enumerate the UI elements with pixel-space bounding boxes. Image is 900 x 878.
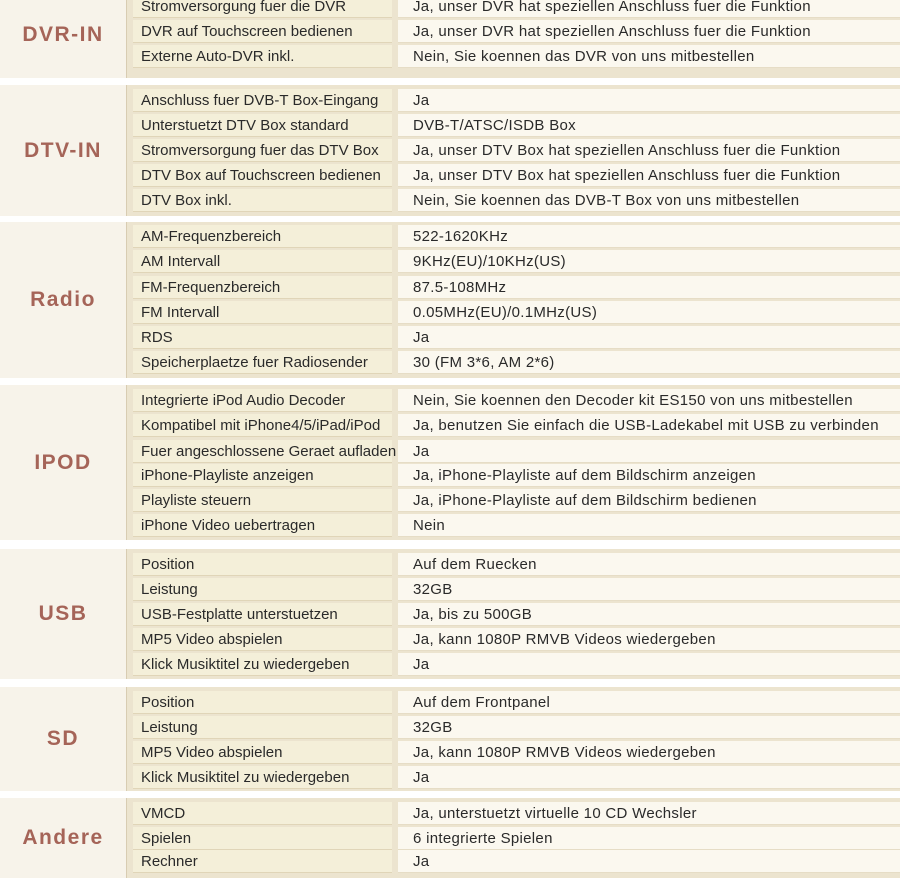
spec-row	[133, 250, 900, 273]
spec-key: MP5 Video abspielen	[133, 628, 392, 651]
section-radio	[0, 222, 900, 378]
spec-row	[133, 850, 900, 873]
spec-key: DVR auf Touchscreen bedienen	[133, 20, 392, 43]
spec-value: Ja, iPhone-Playliste auf dem Bildschirm bedienen	[398, 489, 900, 512]
spec-value: DVB-T/ATSC/ISDB Box	[398, 114, 900, 137]
spec-key: Speicherplaetze fuer Radiosender	[133, 351, 392, 374]
spec-value: 87.5-108MHz	[398, 276, 900, 299]
spec-value: Ja	[398, 653, 900, 676]
spec-row	[133, 440, 900, 463]
spec-value: 6 integrierte Spielen	[398, 827, 900, 850]
spec-value: 30 (FM 3*6, AM 2*6)	[398, 351, 900, 374]
spec-value: 522-1620KHz	[398, 225, 900, 248]
spec-value: Ja, unser DVR hat speziellen Anschluss fuer die Funktion	[398, 20, 900, 43]
spec-row	[133, 114, 900, 137]
spec-key: DTV Box auf Touchscreen bedienen	[133, 164, 392, 187]
spec-key: Rechner	[133, 850, 392, 873]
spec-value: Ja	[398, 766, 900, 789]
spec-row	[133, 276, 900, 299]
spec-key: Unterstuetzt DTV Box standard	[133, 114, 392, 137]
category-label: DTV-IN	[0, 85, 127, 216]
spec-key: Leistung	[133, 578, 392, 601]
spec-key: iPhone-Playliste anzeigen	[133, 464, 392, 487]
spec-key: Position	[133, 553, 392, 576]
section-andere	[0, 798, 900, 878]
spec-key: Kompatibel mit iPhone4/5/iPad/iPod	[133, 414, 392, 437]
spec-row	[133, 414, 900, 437]
spec-row	[133, 89, 900, 112]
spec-row	[133, 351, 900, 374]
spec-row	[133, 716, 900, 739]
spec-row	[133, 225, 900, 248]
spec-key: Stromversorgung fuer die DVR	[133, 0, 392, 18]
spec-row	[133, 578, 900, 601]
section-sd	[0, 687, 900, 791]
spec-key: iPhone Video uebertragen	[133, 514, 392, 537]
spec-key: Klick Musiktitel zu wiedergeben	[133, 653, 392, 676]
spec-key: VMCD	[133, 802, 392, 825]
spec-row	[133, 628, 900, 651]
spec-row	[133, 326, 900, 349]
spec-key: USB-Festplatte unterstuetzen	[133, 603, 392, 626]
spec-row	[133, 45, 900, 68]
spec-row	[133, 514, 900, 537]
spec-value: Ja, kann 1080P RMVB Videos wiedergeben	[398, 628, 900, 651]
spec-key: Integrierte iPod Audio Decoder	[133, 389, 392, 412]
spec-key: DTV Box inkl.	[133, 189, 392, 212]
spec-value: Nein, Sie koennen das DVR von uns mitbestellen	[398, 45, 900, 68]
spec-key: AM-Frequenzbereich	[133, 225, 392, 248]
category-label: DVR-IN	[0, 0, 127, 78]
section-dtv-in	[0, 85, 900, 216]
spec-row	[133, 827, 900, 850]
spec-value: Nein, Sie koennen das DVB-T Box von uns mitbestellen	[398, 189, 900, 212]
section-ipod	[0, 385, 900, 540]
spec-value: Ja	[398, 89, 900, 112]
spec-value: Ja, unser DVR hat speziellen Anschluss fuer die Funktion	[398, 0, 900, 18]
spec-row	[133, 741, 900, 764]
spec-key: Position	[133, 691, 392, 714]
spec-value: Ja, unser DTV Box hat speziellen Anschluss fuer die Funktion	[398, 164, 900, 187]
spec-key: Fuer angeschlossene Geraet aufladen	[133, 440, 392, 463]
spec-row	[133, 489, 900, 512]
spec-key: Stromversorgung fuer das DTV Box	[133, 139, 392, 162]
spec-key: Spielen	[133, 827, 392, 850]
spec-row	[133, 164, 900, 187]
spec-value: 9KHz(EU)/10KHz(US)	[398, 250, 900, 273]
spec-value: Auf dem Frontpanel	[398, 691, 900, 714]
spec-key: RDS	[133, 326, 392, 349]
spec-value: Ja, bis zu 500GB	[398, 603, 900, 626]
spec-key: Playliste steuern	[133, 489, 392, 512]
spec-value: 0.05MHz(EU)/0.1MHz(US)	[398, 301, 900, 324]
section-dvr-in	[0, 0, 900, 78]
spec-value: Ja	[398, 440, 900, 463]
spec-row	[133, 802, 900, 825]
spec-key: Leistung	[133, 716, 392, 739]
spec-key: Anschluss fuer DVB-T Box-Eingang	[133, 89, 392, 112]
spec-row	[133, 189, 900, 212]
spec-row	[133, 653, 900, 676]
spec-key: Klick Musiktitel zu wiedergeben	[133, 766, 392, 789]
spec-row	[133, 766, 900, 789]
category-label: USB	[0, 549, 127, 679]
spec-key: AM Intervall	[133, 250, 392, 273]
spec-key: MP5 Video abspielen	[133, 741, 392, 764]
spec-value: 32GB	[398, 578, 900, 601]
category-label: IPOD	[0, 385, 127, 540]
category-label: Radio	[0, 222, 127, 378]
spec-row	[133, 389, 900, 412]
spec-row	[133, 139, 900, 162]
spec-row	[133, 464, 900, 487]
spec-value: Ja	[398, 326, 900, 349]
spec-key: FM-Frequenzbereich	[133, 276, 392, 299]
spec-row	[133, 20, 900, 43]
category-label: Andere	[0, 798, 127, 878]
spec-key: FM Intervall	[133, 301, 392, 324]
spec-value: Nein, Sie koennen den Decoder kit ES150 von uns mitbestellen	[398, 389, 900, 412]
section-usb	[0, 549, 900, 679]
spec-value: Ja, unser DTV Box hat speziellen Anschluss fuer die Funktion	[398, 139, 900, 162]
spec-value: Ja, iPhone-Playliste auf dem Bildschirm anzeigen	[398, 464, 900, 487]
spec-value: Ja, kann 1080P RMVB Videos wiedergeben	[398, 741, 900, 764]
spec-key: Externe Auto-DVR inkl.	[133, 45, 392, 68]
spec-row	[133, 553, 900, 576]
spec-row	[133, 0, 900, 18]
spec-value: Ja	[398, 850, 900, 873]
spec-row	[133, 301, 900, 324]
spec-value: Nein	[398, 514, 900, 537]
spec-row	[133, 603, 900, 626]
spec-value: Ja, unterstuetzt virtuelle 10 CD Wechsler	[398, 802, 900, 825]
spec-value: Ja, benutzen Sie einfach die USB-Ladekabel mit USB zu verbinden	[398, 414, 900, 437]
category-label: SD	[0, 687, 127, 791]
spec-row	[133, 691, 900, 714]
spec-value: 32GB	[398, 716, 900, 739]
spec-value: Auf dem Ruecken	[398, 553, 900, 576]
